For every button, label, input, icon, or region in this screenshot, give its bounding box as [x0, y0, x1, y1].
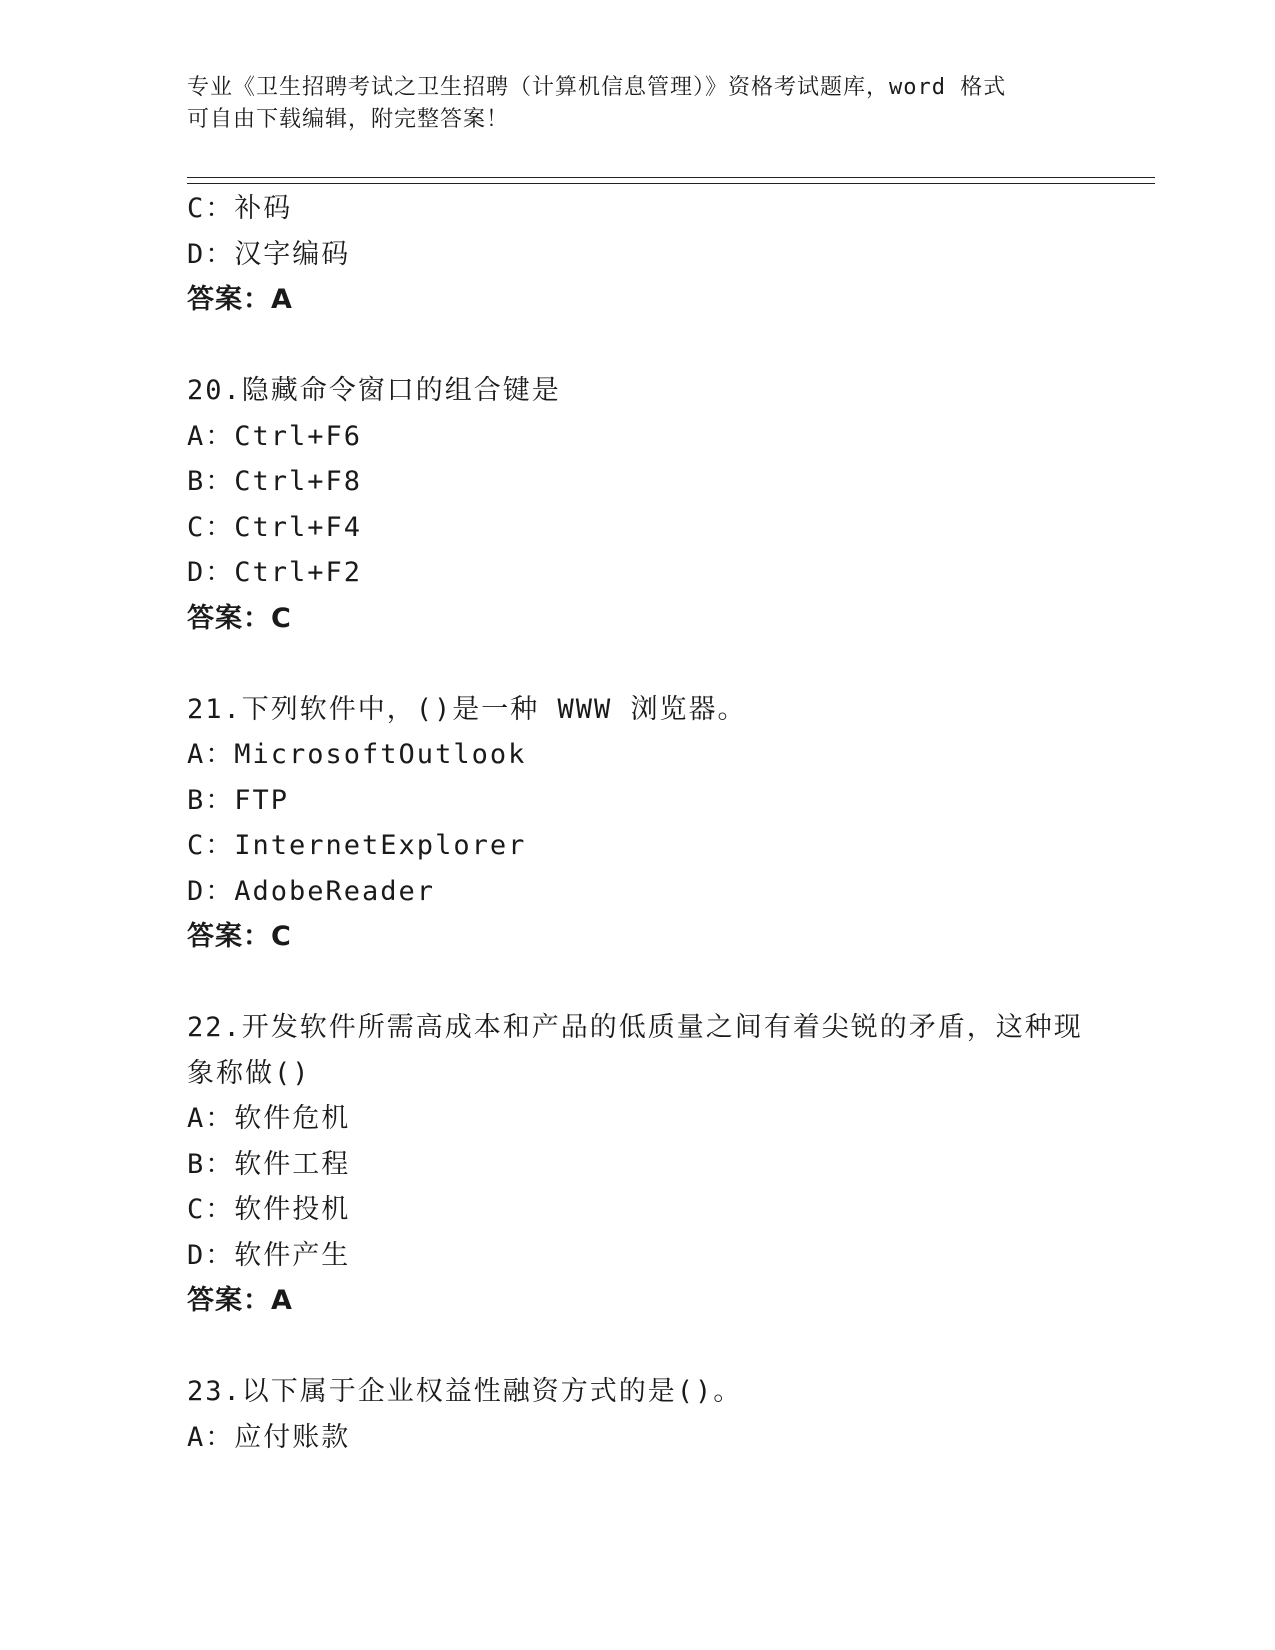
option-line: C：补码 [187, 193, 293, 224]
answer-line: 答案：A [187, 284, 293, 315]
header-divider-top [187, 177, 1155, 178]
option-line: A：MicrosoftOutlook [187, 739, 527, 770]
option-line: D：Ctrl+F2 [187, 557, 363, 588]
header-line-2: 可自由下载编辑，附完整答案！ [187, 107, 510, 132]
document-header [187, 72, 1067, 136]
option-line: D：汉字编码 [187, 238, 351, 270]
question-text: 21.下列软件中，()是一种 WWW 浏览器。 [187, 693, 747, 725]
option-line: B：Ctrl+F8 [187, 466, 363, 497]
spacer [187, 323, 1087, 369]
question-text: 22.开发软件所需高成本和产品的低质量之间有着尖锐的矛盾，这种现 [187, 1012, 1083, 1043]
answer-line: 答案：C [187, 602, 292, 634]
answer-line: 答案：A [187, 1285, 293, 1316]
option-line: C：软件投机 [187, 1194, 351, 1225]
header-line-1: 专业《卫生招聘考试之卫生招聘（计算机信息管理）》资格考试题库，word 格式 [187, 75, 1007, 100]
header-divider-bottom [187, 183, 1155, 184]
spacer [187, 641, 1087, 687]
spacer [187, 1324, 1087, 1370]
option-line: C：InternetExplorer [187, 830, 527, 861]
question-text: 象称做() [187, 1057, 311, 1089]
option-line: A：应付账款 [187, 1421, 351, 1453]
option-line: D：软件产生 [187, 1239, 351, 1271]
option-line: A：软件危机 [187, 1103, 351, 1134]
option-line: B：FTP [187, 784, 290, 816]
question-list [187, 186, 1087, 1460]
option-line: D：AdobeReader [187, 875, 436, 907]
spacer [187, 960, 1087, 1006]
option-line: B：软件工程 [187, 1148, 351, 1180]
option-line: A：Ctrl+F6 [187, 420, 363, 452]
option-line: C：Ctrl+F4 [187, 511, 363, 543]
answer-line: 答案：C [187, 921, 292, 952]
question-text: 23.以下属于企业权益性融资方式的是()。 [187, 1376, 743, 1407]
question-text: 20.隐藏命令窗口的组合键是 [187, 375, 561, 406]
